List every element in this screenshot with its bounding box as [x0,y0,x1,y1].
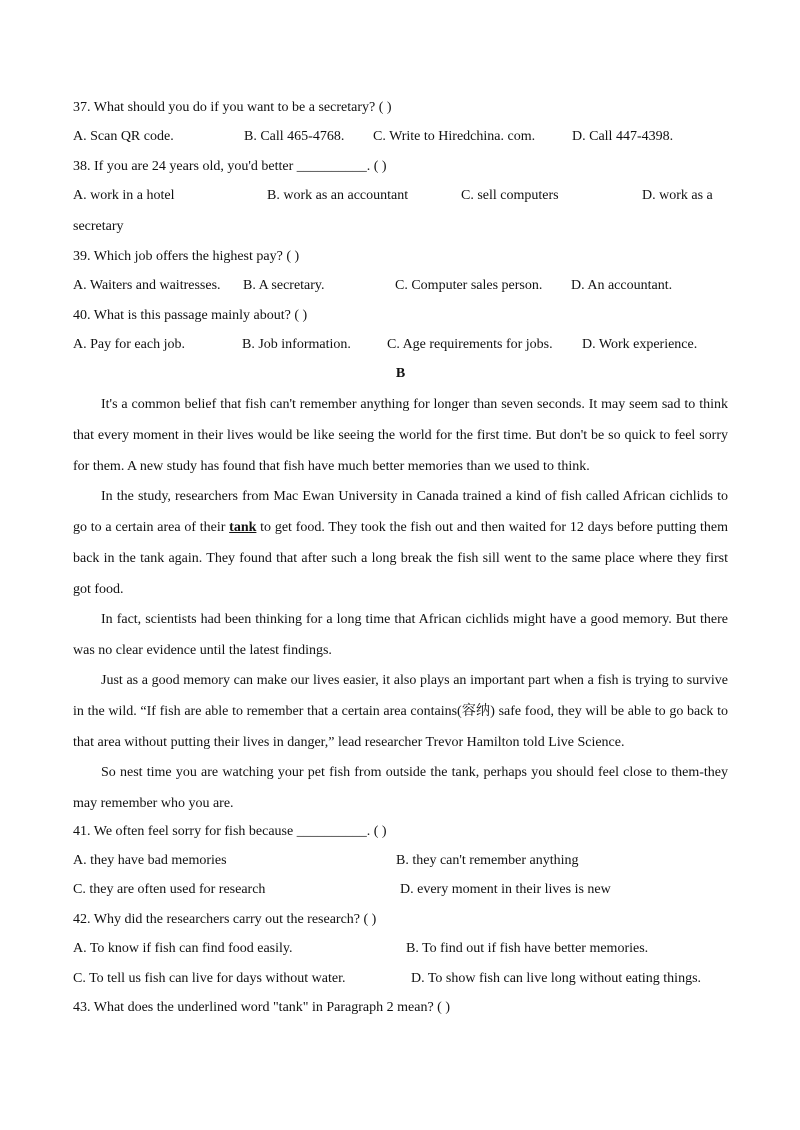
section-b-title: B [395,366,406,381]
option-41-a: A. they have bad memories [73,853,227,868]
option-38-d: D. work as a [642,188,713,203]
option-39-d: D. An accountant. [571,278,673,293]
option-37-a: A. Scan QR code. [73,129,174,144]
option-38-a: A. work in a hotel [73,188,175,203]
option-40-d: D. Work experience. [582,337,698,352]
option-42-b: B. To find out if fish have better memories. [406,941,649,956]
passage-paragraph-2-before: In the study, researchers from Mac Ewan University in Canada trained a kind of fish called African cichlids to go to a certain area of their [73,489,728,535]
passage-paragraph-5 [73,757,728,819]
option-42-c: C. To tell us fish can live for days without water. [73,971,346,986]
option-37-d: D. Call 447-4398. [572,129,674,144]
passage-paragraph-2 [73,481,728,605]
option-39-a: A. Waiters and waitresses. [73,278,221,293]
question-39: 39. Which job offers the highest pay? ( ) [73,249,300,264]
question-42: 42. Why did the researchers carry out the research? ( ) [73,912,377,927]
option-38-b: B. work as an accountant [267,188,409,203]
option-38-c: C. sell computers [461,188,559,203]
option-41-c: C. they are often used for research [73,882,266,897]
option-40-b: B. Job information. [242,337,351,352]
option-38-d-wrap: secretary [73,219,124,234]
passage-paragraph-4-text: Just as a good memory can make our lives easier, it also plays an important part when a fish is trying to survive in the wild. “If fish are able to remember that a certain area contains(容纳) safe food, they will be able to go back to that area without putting their lives in danger,” lead researcher Trevor Hamilton told Live Science. [73,673,728,750]
question-37: 37. What should you do if you want to be a secretary? ( ) [73,100,392,115]
option-40-c: C. Age requirements for jobs. [387,337,553,352]
question-38: 38. If you are 24 years old, you'd better __________. ( ) [73,159,387,174]
option-41-d: D. every moment in their lives is new [400,882,611,897]
option-37-b: B. Call 465-4768. [244,129,345,144]
option-39-b: B. A secretary. [243,278,325,293]
passage-paragraph-1 [73,389,728,482]
question-43: 43. What does the underlined word "tank" in Paragraph 2 mean? ( ) [73,1000,451,1015]
option-42-a: A. To know if fish can find food easily. [73,941,293,956]
option-41-b: B. they can't remember anything [396,853,579,868]
passage-paragraph-1-text: It's a common belief that fish can't remember anything for longer than seven seconds. It may seem sad to think that every moment in their lives would be like seeing the world for the first time. But don't be so quick to feel sorry for them. A new study has found that fish have much better memories than we used to think. [73,397,728,474]
underlined-word-tank: tank [229,520,257,535]
question-40: 40. What is this passage mainly about? ( ) [73,308,308,323]
passage-paragraph-4 [73,665,728,758]
passage-paragraph-3-text: In fact, scientists had been thinking for a long time that African cichlids might have a good memory. But there was no clear evidence until the latest findings. [73,612,728,658]
option-40-a: A. Pay for each job. [73,337,185,352]
passage-paragraph-5-text: So nest time you are watching your pet fish from outside the tank, perhaps you should feel close to them-they may remember who you are. [73,765,728,811]
passage-paragraph-2-after: to get food. They took the fish out and then waited for 12 days before putting them back in the tank again. They found that after such a long break the fish sill went to the same place where they first got food. [73,520,728,597]
option-42-d: D. To show fish can live long without eating things. [411,971,702,986]
option-39-c: C. Computer sales person. [395,278,543,293]
option-37-c: C. Write to Hiredchina. com. [373,129,536,144]
question-41: 41. We often feel sorry for fish because __________. ( ) [73,824,387,839]
passage-paragraph-3 [73,604,728,666]
